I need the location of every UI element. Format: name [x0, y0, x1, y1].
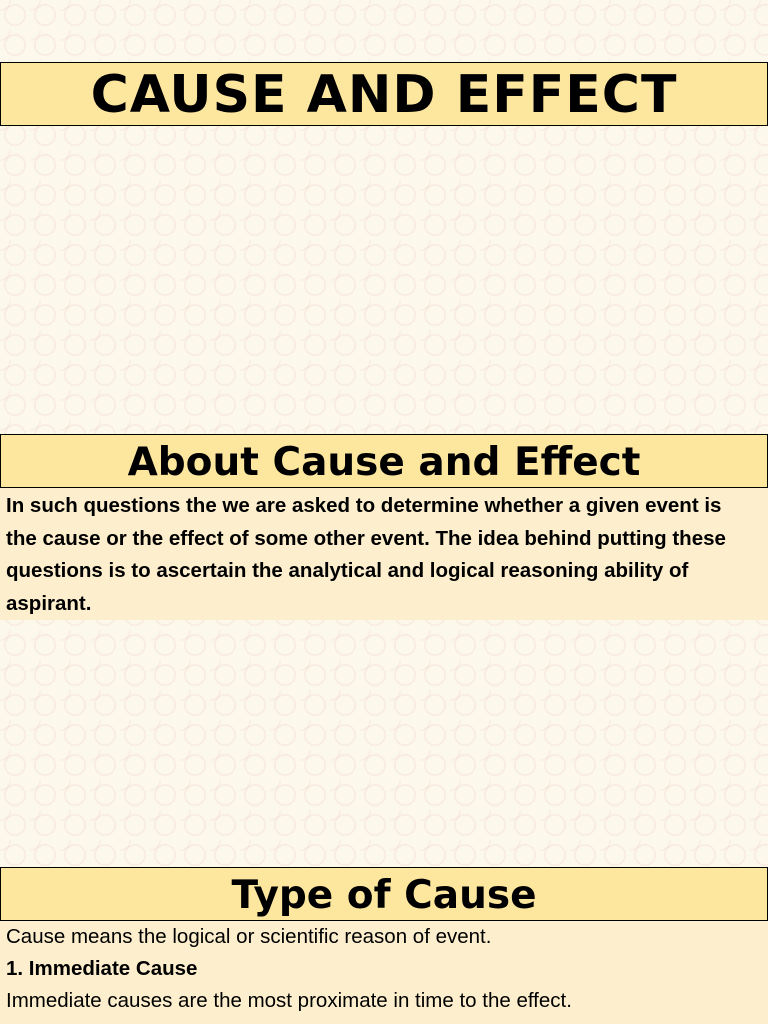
immediate-cause-title: 1. Immediate Cause — [6, 957, 198, 980]
about-section-body: In such questions the we are asked to determine whether a given event is the cause or the effect of some other event. The idea behind putting these questions is to ascertain the analytical and logical reasoning ability of aspirant. — [6, 494, 726, 615]
cause-definition: Cause means the logical or scientific reason of event. — [6, 925, 492, 948]
type-of-cause-panel — [0, 921, 768, 1024]
type-of-cause-heading: Type of Cause — [0, 867, 768, 921]
immediate-cause-description: Immediate causes are the most proximate in time to the effect. — [6, 989, 572, 1012]
about-section-panel — [0, 488, 768, 620]
about-section-heading: About Cause and Effect — [0, 434, 768, 488]
document-title: CAUSE AND EFFECT — [0, 62, 768, 126]
